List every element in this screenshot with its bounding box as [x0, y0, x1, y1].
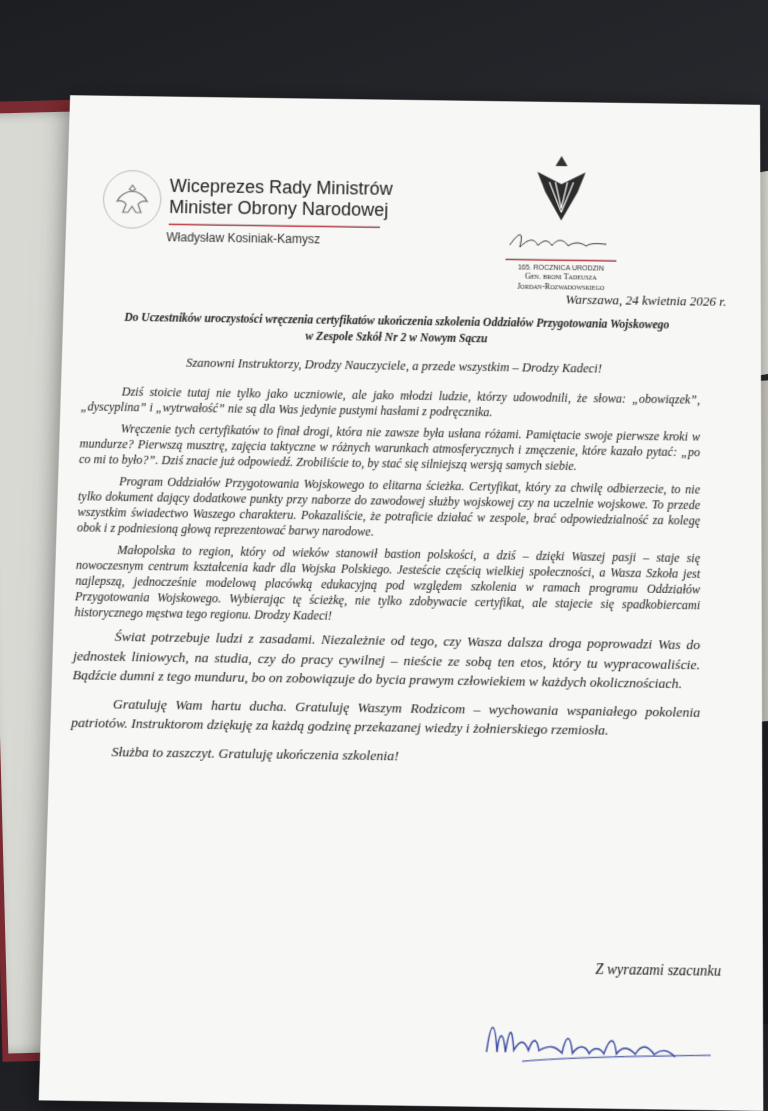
letter-address: Do Uczestników uroczystości wręczenia certyfikatów ukończenia szkolenia Oddziałów Przygotowania Wojskowego w Zespole Szkół Nr 2 w Nowym Sączu [124, 311, 670, 346]
anniversary-signature-icon [506, 227, 617, 255]
paragraph-7: Służba to zaszczyt. Gratuluję ukończenia szkolenia! [111, 742, 399, 764]
office-title-line1: Wiceprezes Rady Ministrów [169, 175, 393, 199]
letter-date: Warszawa, 24 kwietnia 2026 r. [565, 291, 727, 309]
paragraph-6: Gratuluję Wam hartu ducha. Gratuluję Waszym Rodzicom – wychowania wspaniałego pokolenia patriotów. Instruktorom dziękuję za każdą godzinę przekazanej wiedzy i żołnierskiego rzemiosła. [70, 695, 701, 738]
eagle-emblem-icon [102, 170, 162, 229]
paragraph-4: Małopolska to region, który od wieków stanowił bastion polskości, a dziś – dzięki Waszej pasji – staje się nowoczesnym centrum kształcenia kadr dla Wojska Polskiego. Jesteście częścią wielkiej społeczności, a Wasza Szkoła jest najlepszą, jednocześnie modelową placówką edukacyjną pod względem szkolenia w ramach programu Oddziałów Przygotowania Wojskowego. Wybierając tę ścieżkę, nie tylko zdobywacie certyfikat, ale stajecie się spadkobiercami historycznego męstwa tego regionu. Drodzy Kadeci! [74, 542, 701, 623]
handwritten-signature [480, 1008, 732, 1077]
letterhead-left [102, 170, 393, 232]
anniversary-general-line1: Gen. broni Tadeusza [524, 271, 597, 282]
paragraph-2: Wręczenie tych certyfikatów to finał drogi, która nie zawsze była usłana różami. Pamiętacie swoje pierwsze kroki w mundurze? Pierwszą musztrę, zajęcia taktyczne w różnych warunkach atmosferycznych i zmęczenie, które kazało pytać: „po co mi to było?”. Dziś znacie już odpowiedź. Zrobiliście to, by stać się silniejszą wersją samych siebie. [78, 421, 701, 474]
flag-bar [169, 223, 380, 228]
eagle-anniversary-icon [531, 152, 592, 223]
paragraph-3: Program Oddziałów Przygotowania Wojskowego to elitarna ścieżka. Certyfikat, który za chwilę odbierzecie, to nie tylko dokument dający dodatkowe punkty przy naborze do zawodowej służby wojskowej czy na uczelnie wojskowe. To przede wszystkim świadectwo Waszego charakteru. Pokazaliście, że potraficie działać w zespole, brać odpowiedzialność za kolegę obok i z podniesioną głową reprezentować barwy narodowe. [76, 473, 701, 539]
anniversary-general-line2: Jordan-Rozwadowskiego [517, 281, 605, 292]
letter-salutation: Szanowni Instruktorzy, Drodzy Nauczyciele, a przede wszystkim – Drodzy Kadeci! [185, 355, 603, 376]
letter-sheet [39, 95, 764, 1111]
anniversary-text: 165. ROCZNICA URODZIN [517, 264, 605, 273]
minister-name: Władysław Kosiniak-Kamysz [166, 230, 321, 247]
letter-body [70, 384, 700, 779]
office-title-line2: Minister Obrony Narodowej [168, 196, 389, 220]
paragraph-5: Świat potrzebuje ludzi z zasadami. Niezależnie od tego, czy Wasza dalsza droga poprowadzi Was do jednostek liniowych, na studia, czy do pracy cywilnej – nieście ze sobą ten etos, który tu wypracowaliście. Bądźcie dumni z tego munduru, bo on zobowiązuje do bycia prawym człowiekiem w każdych okolicznościach. [72, 628, 701, 692]
anniversary-logo [500, 151, 622, 293]
paragraph-1: Dziś stoicie tutaj nie tylko jako uczniowie, ale jako młodzi ludzie, którzy udowodnili, że słowa: „obowiązek”, „dyscyplina” i „wytrwałość” nie są dla Was jedynie pustymi hasłami z podręcznika. [80, 384, 701, 420]
letter-closing: Z wyrazami szacunku [595, 962, 722, 981]
anniversary-flag-bar [506, 258, 617, 262]
